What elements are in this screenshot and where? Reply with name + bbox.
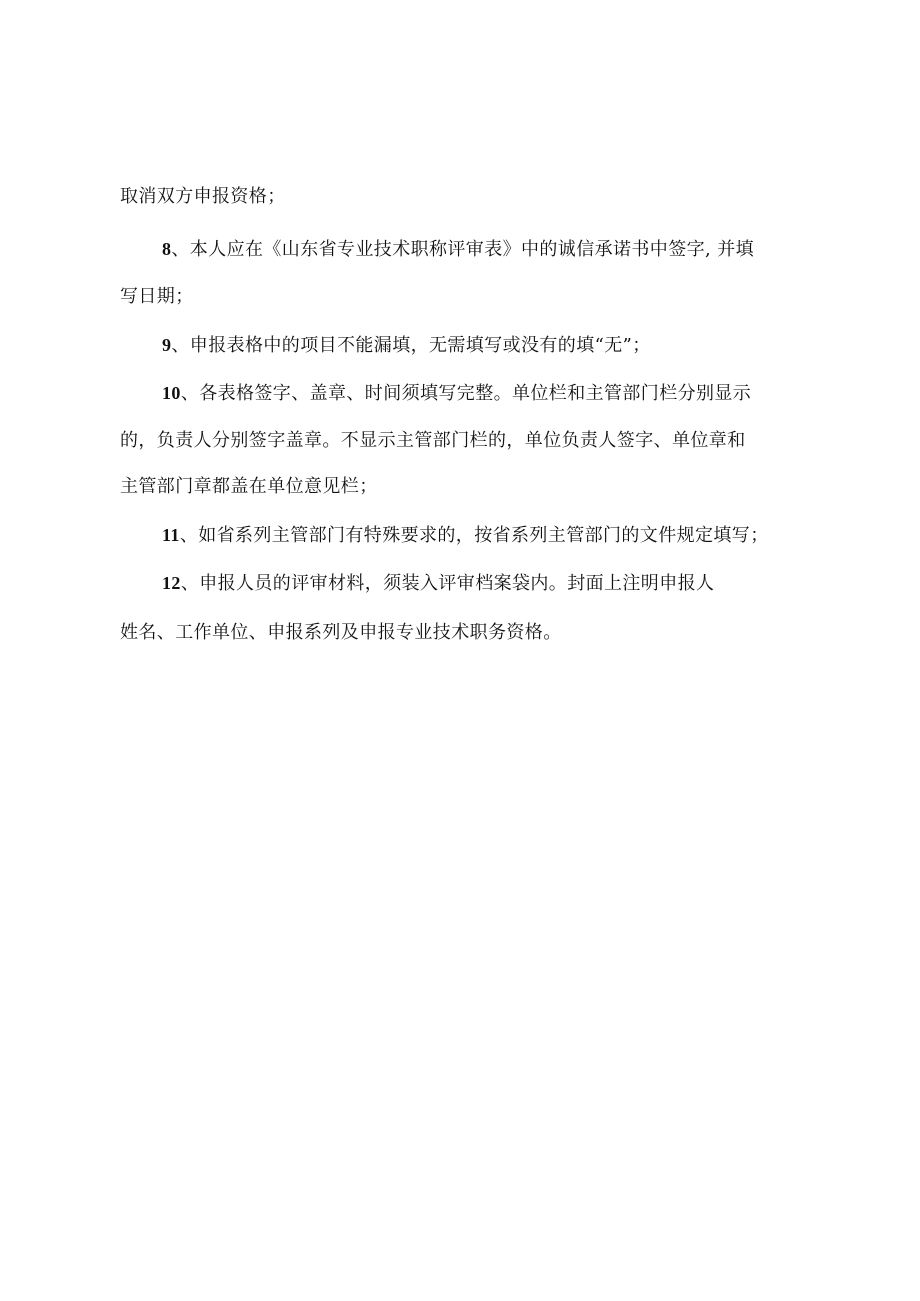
- line-text: 的，负责人分别签字盖章。不显示主管部门栏的，单位负责人签字、单位章和: [120, 430, 746, 451]
- item-8-line-1: [120, 237, 754, 261]
- item-number: 9: [162, 335, 172, 355]
- item-8-line-2: [120, 285, 194, 309]
- item-10-line-2: [120, 429, 746, 453]
- line-text: 、各表格签字、盖章、时间须填写完整。单位栏和主管部门栏分别显示: [180, 383, 752, 404]
- line-text: 、申报表格中的项目不能漏填，无需填写或没有的填“无”；: [171, 335, 651, 356]
- item-number: 10: [162, 383, 181, 403]
- item-9-line-1: [120, 333, 651, 357]
- item-10-line-1: [120, 381, 751, 405]
- item-12-line-2: [120, 621, 562, 645]
- line-text: 、本人应在《山东省专业技术职称评审表》中的诚信承诺书中签字, 并填: [171, 239, 755, 260]
- line-text: 、申报人员的评审材料，须装入评审档案袋内。封面上注明申报人: [180, 573, 715, 594]
- line-text: 、如省系列主管部门有特殊要求的，按省系列主管部门的文件规定填写；: [179, 525, 769, 546]
- line-text: 取消双方申报资格；: [120, 186, 286, 207]
- item-12-line-1: [120, 571, 714, 595]
- item-11-line-1: [120, 523, 769, 547]
- text-line-1: [120, 185, 286, 209]
- line-text: 姓名、工作单位、申报系列及申报专业技术职务资格。: [120, 622, 562, 643]
- item-number: 12: [162, 573, 181, 593]
- item-number: 11: [162, 525, 180, 545]
- line-text: 写日期；: [120, 286, 194, 307]
- item-number: 8: [162, 239, 172, 259]
- item-10-line-3: [120, 475, 378, 499]
- line-text: 主管部门章都盖在单位意见栏；: [120, 476, 378, 497]
